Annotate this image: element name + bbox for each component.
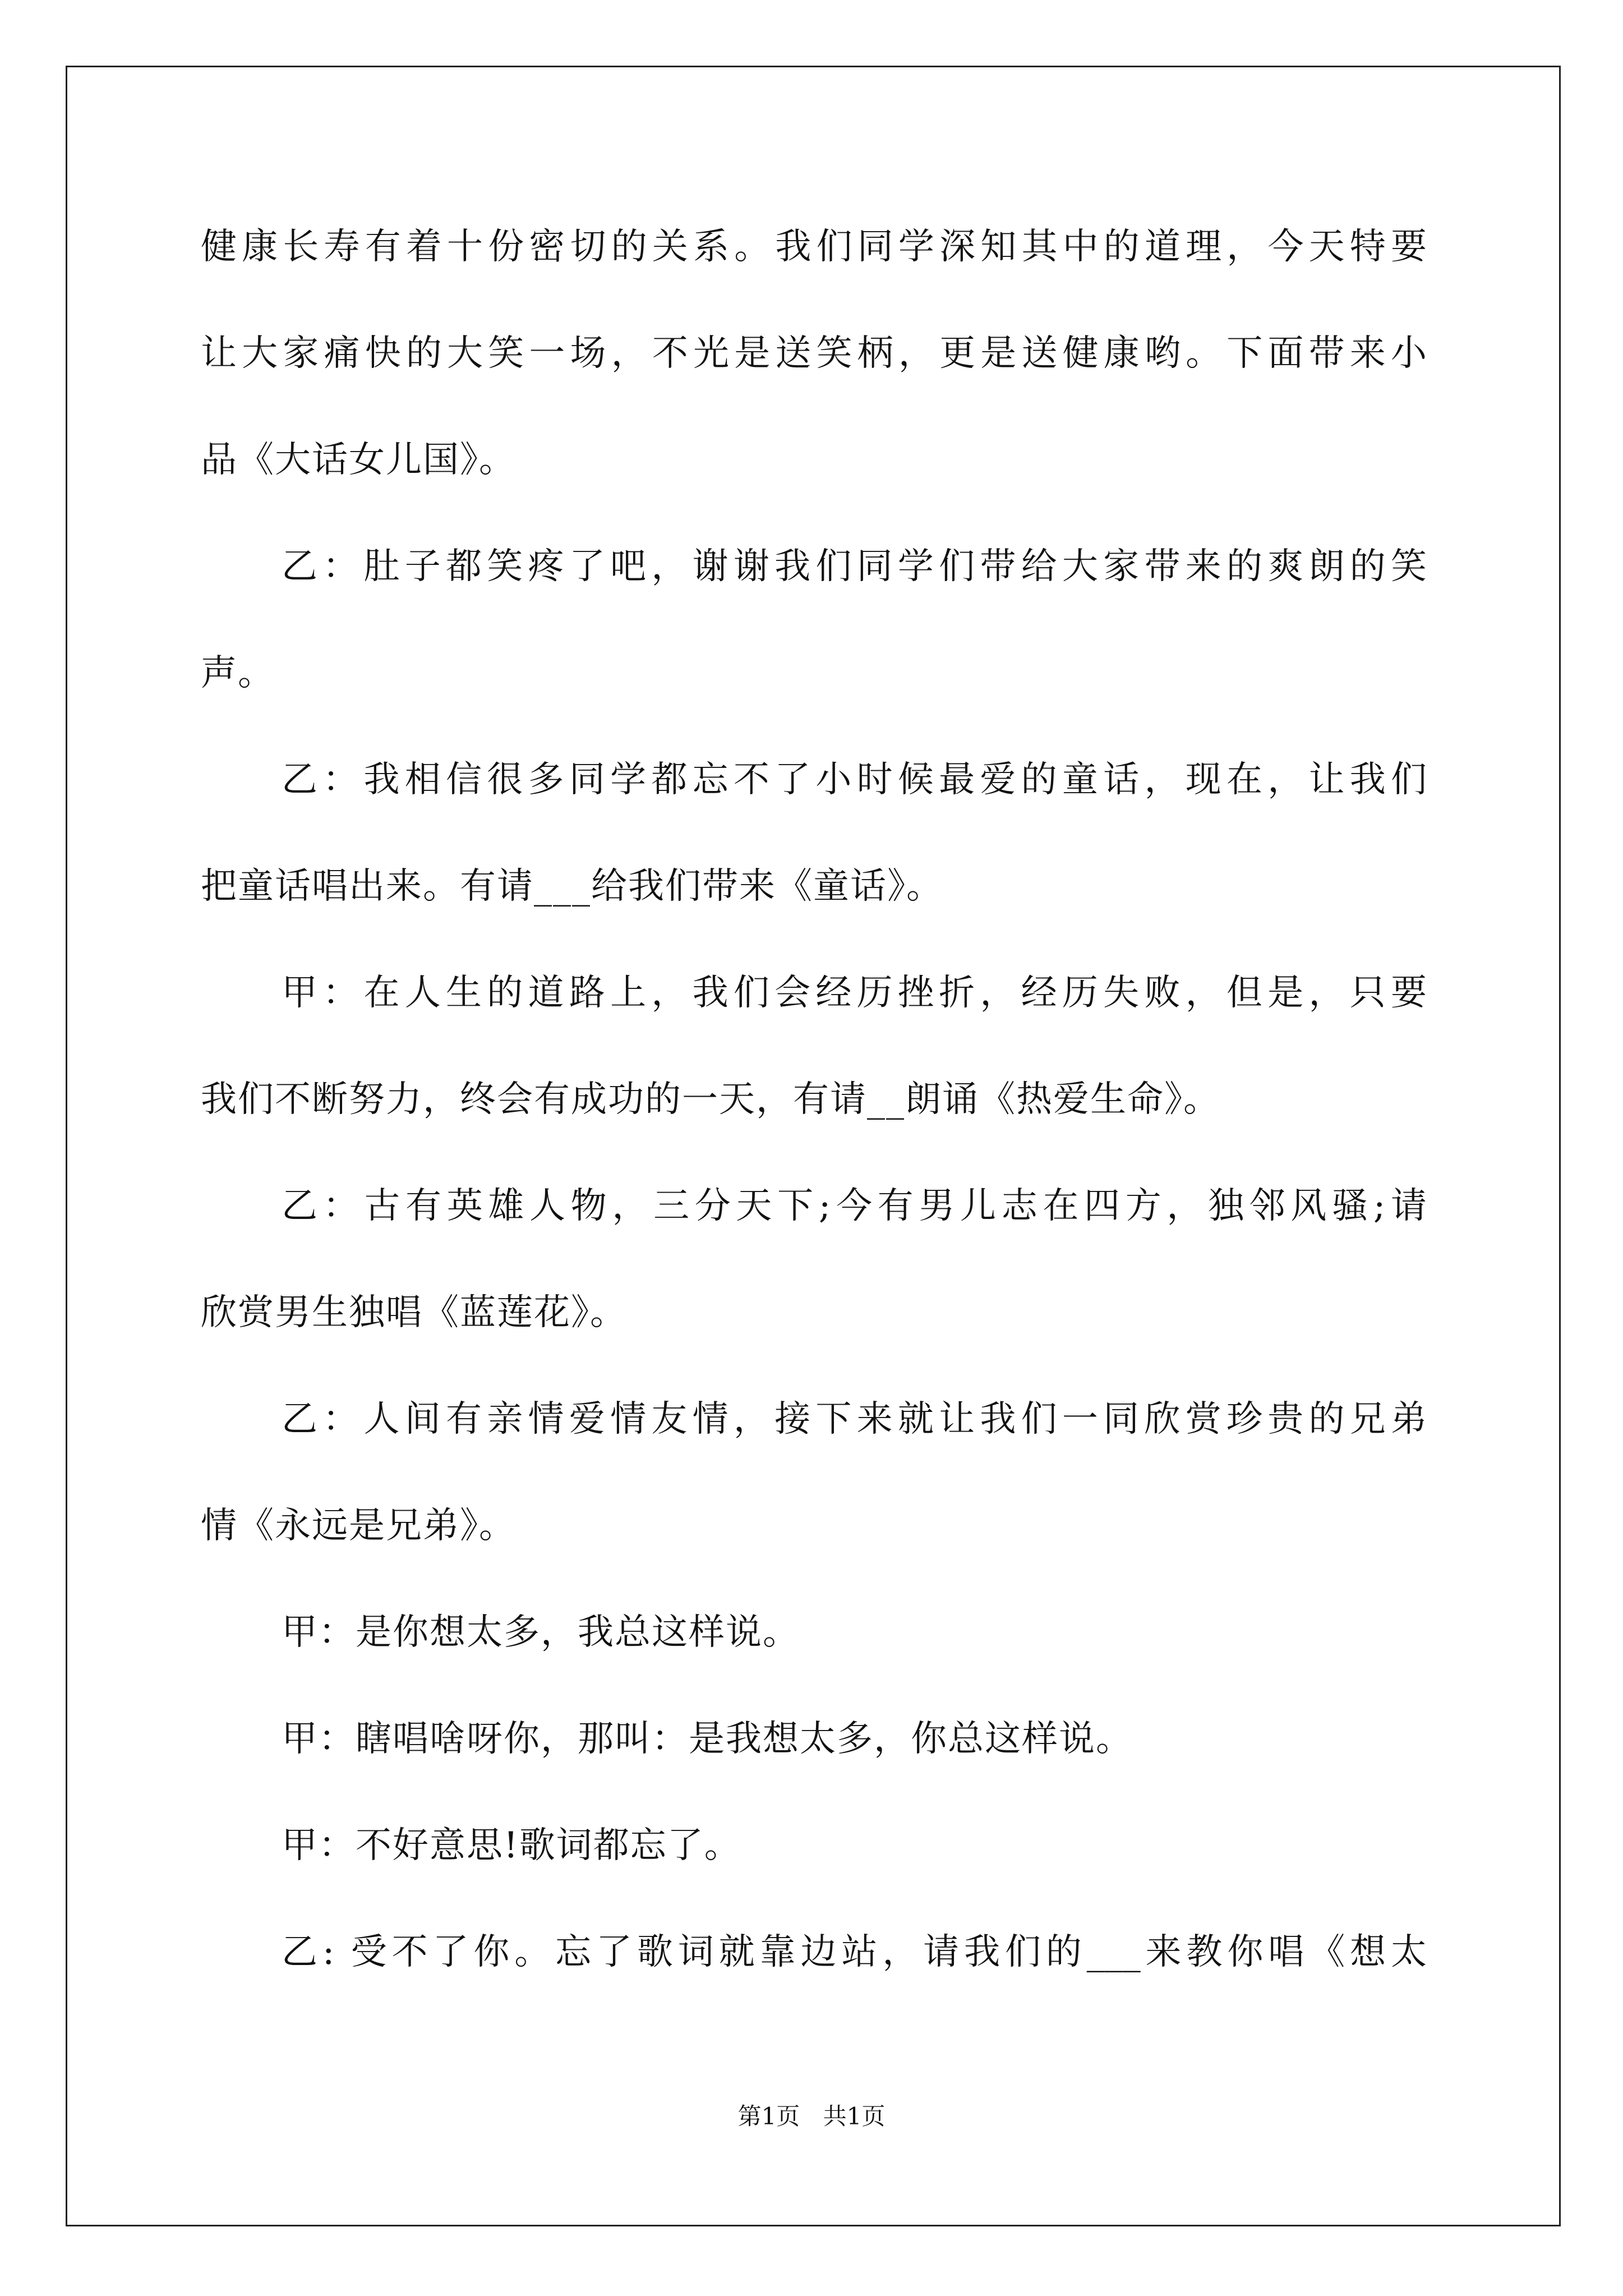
- text-line: 情《永远是兄弟》。: [201, 1505, 516, 1547]
- text-line: 乙：肚子都笑疼了吧，谢谢我们同学们带给大家带来的爽朗的笑: [282, 546, 1427, 587]
- text-line: 乙: 受不了你。忘了歌词就靠边站，请我们的___来教你唱《想太: [282, 1931, 1427, 1973]
- text-line: 我们不断努力，终会有成功的一天，有请__朗诵《热爱生命》。: [201, 1079, 1220, 1120]
- text-line: 把童话唱出来。有请___给我们带来《童话》。: [201, 866, 943, 907]
- text-line: 甲：是你想太多，我总这样说。: [282, 1612, 800, 1653]
- text-line: 欣赏男生独唱《蓝莲花》。: [201, 1292, 627, 1333]
- page-border: [66, 66, 1561, 2226]
- text-line: 甲：瞎唱啥呀你，那叫：是我想太多，你总这样说。: [282, 1718, 1133, 1760]
- text-line: 乙：我相信很多同学都忘不了小时候最爱的童话，现在，让我们: [282, 759, 1427, 800]
- text-line: 甲：不好意思!歌词都忘了。: [282, 1825, 741, 1866]
- text-line: 乙：古有英雄人物，三分天下;今有男儿志在四方，独邻风骚;请: [282, 1185, 1427, 1227]
- page-number: 第1页: [737, 2102, 800, 2130]
- text-line: 让大家痛快的大笑一场，不光是送笑柄，更是送健康哟。下面带来小: [201, 333, 1427, 374]
- page-total: 共1页: [823, 2102, 886, 2130]
- page-footer: [0, 2098, 1623, 2132]
- text-line: 甲：在人生的道路上，我们会经历挫折，经历失败，但是，只要: [282, 972, 1427, 1014]
- text-line: 声。: [201, 652, 275, 694]
- text-line: 健康长寿有着十份密切的关系。我们同学深知其中的道理，今天特要: [201, 226, 1427, 268]
- text-line: 乙：人间有亲情爱情友情，接下来就让我们一同欣赏珍贵的兄弟: [282, 1398, 1427, 1440]
- text-line: 品《大话女儿国》。: [201, 439, 516, 481]
